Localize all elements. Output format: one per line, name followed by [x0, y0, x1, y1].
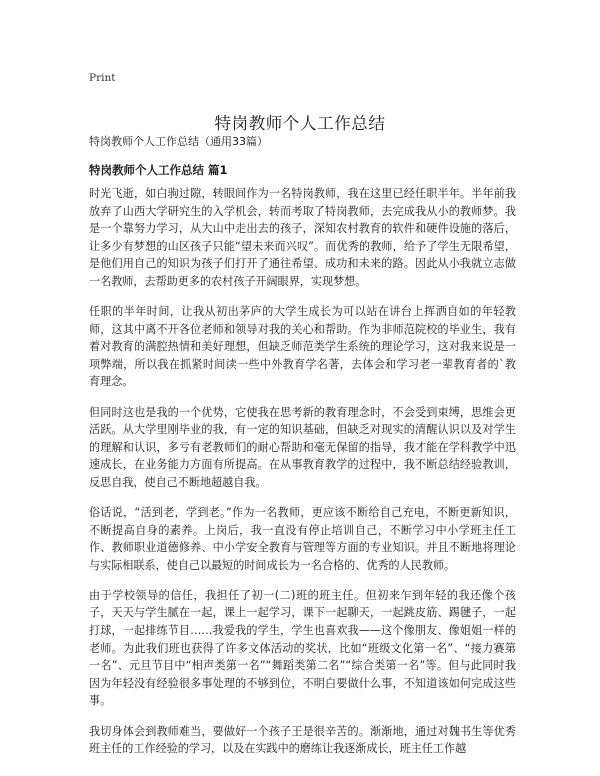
paragraph: 我切身体会到教师难当，要做好一个孩子王是很辛苦的。渐渐地，通过对魏书生等优秀班主任的工作经验的学习，以及在实践中的磨练让我逐渐成长，班主任工作越 [89, 724, 516, 756]
document-subtitle: 特岗教师个人工作总结（通用33篇） [89, 135, 268, 148]
paragraph: 由于学校领导的信任，我担任了初一(二)班的班主任。但初来乍到年轻的我还像个孩子，天天与学生腻在一起，课上一起学习，课下一起聊天，一起跳皮筋、踢毽子，一起打球，一起排练节目……我爱我的学生，学生也喜欢我——这个像朋友、像姐姐一样的老师。为此我们班也获得了许多文体活动的奖状，比如“班级文化第一名”、“接力赛第一名”、元旦节目中“相声类第一名”“舞蹈类第二名”“综合类第一名”等。但与此同时我因为年轻没有经验很多事处理的不够到位，不明白要做什么事，不知道该如何完成这些事。 [89, 588, 516, 708]
print-link[interactable]: Print [89, 72, 116, 84]
paragraph: 但同时这也是我的一个优势，它使我在思考新的教育理念时，不会受到束缚，思维会更活跃。从大学里刚毕业的我，有一定的知识基础，但缺乏对现实的清醒认识以及对学生的理解和认识，多亏有老教师们的耐心帮助和毫无保留的指导，我才能在学科教学中迅速成长，在业务能力方面有所提高。在从事教育教学的过程中，我不断总结经验教训，反思自我，使自己不断地超越自我。 [89, 405, 516, 489]
paragraph: 时光飞逝，如白驹过隙，转眼间作为一名特岗教师，我在这里已经任职半年。半年前我放弃了山西大学研究生的入学机会，转而考取了特岗教师，去完成我从小的教师梦。我是一个靠努力学习，从大山中走出去的孩子，深知农村教育的软件和硬件设施的落后，让多少有梦想的山区孩子只能“望未来而兴叹”。而优秀的教师，给予了学生无限希望，是他们用自己的知识为孩子们打开了通往希望、成功和未来的路。因此从小我就立志做一名教师，去帮助更多的农村孩子开阔眼界，实现梦想。 [89, 187, 516, 288]
paragraph: 俗话说，“活到老，学到老。”作为一名教师，更应该不断给自己充电，不断更新知识，不断提高自身的素养。上岗后，我一直没有停止培训自己，不断学习中小学班主任工作、教师职业道德修养、中小学安全教育与管理等方面的专业知识。并且不断地将理论与实际相联系，使自己以最短的时间成长为一名合格的、优秀的人民教师。 [89, 506, 516, 572]
paragraph: 任职的半年时间，让我从初出茅庐的大学生成长为可以站在讲台上挥洒自如的年轻教师，这其中离不开各位老师和领导对我的关心和帮助。作为非师范院校的毕业生，我有着对教育的满腔热情和美好理想，但缺乏师范类学生系统的理论学习，这对我来说是一项弊端，所以我在抓紧时间读一些中外教育学名著，去体会和学习老一辈教育者的`教育理念。 [89, 305, 516, 389]
page-title: 特岗教师个人工作总结 [214, 114, 386, 134]
article-body [89, 185, 516, 770]
section-heading: 特岗教师个人工作总结 篇1 [89, 163, 228, 177]
